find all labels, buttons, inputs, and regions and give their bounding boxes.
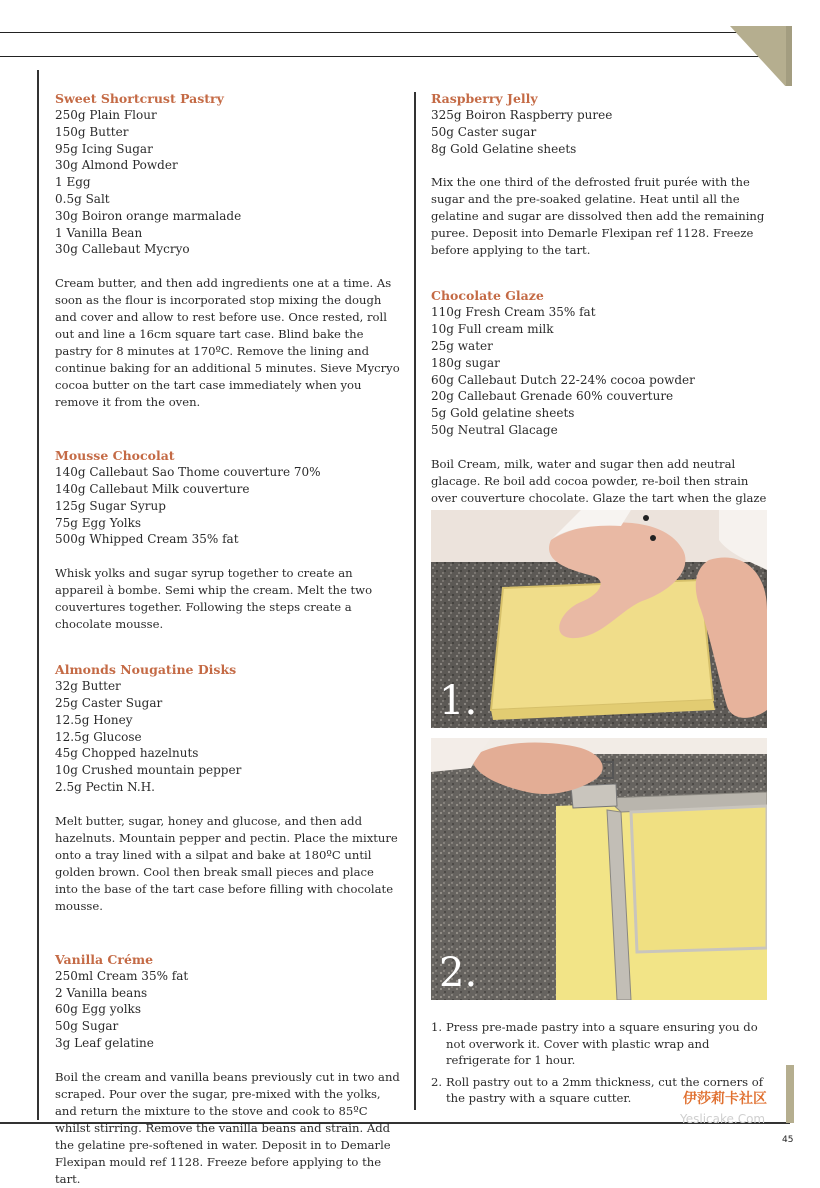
section-title: Raspberry Jelly (431, 91, 538, 106)
ingredient: 150g Butter (55, 124, 129, 139)
mousse-section (55, 447, 400, 633)
method-text: Boil Cream, milk, water and sugar then add neutral glacage. Re boil add cocoa powder, re-boil then strain over couverture chocolate. Glaze the tart when the glaze (431, 456, 767, 505)
step-text: Press pre-made pastry into a square ensuring you do not overwork it. Cover with plastic wrap and refrigerate for 1 hour. (446, 1020, 758, 1067)
creme-section (55, 951, 400, 1188)
square-cutter-illustration (431, 738, 767, 1000)
method-text: Cream butter, and then add ingredients one at a time. As soon as the flour is incorporated stop mixing the dough and cover and allow to rest before use. Once rested, roll out and line a 16cm square tart case. Blind bake the pastry for 8 minutes at 170ºC. Remove the lining and continue baking for an additional 5 minutes. Sieve Mycryo cocoa butter on the tart case immediately when you remove it from the oven. (55, 276, 400, 410)
list-item (431, 1019, 771, 1069)
top-rule (0, 32, 781, 57)
ingredient: 25g water (431, 338, 493, 353)
watermark-cn: 伊莎莉卡社区 (683, 1091, 767, 1107)
glaze-section (431, 287, 776, 523)
ingredient: 50g Caster sugar (431, 124, 537, 139)
ingredient: 250g Plain Flour (55, 108, 157, 122)
ingredient: 5g Gold gelatine sheets (431, 406, 575, 421)
ingredient: 0.5g Salt (55, 191, 110, 206)
ingredient: 32g Butter (55, 679, 121, 694)
ingredient: 75g Egg Yolks (55, 515, 142, 530)
method-text: Mix the one third of the defrosted fruit purée with the sugar and the pre-soaked gelatine. Heat until all the gelatine and sugar are dissolved then add the remaining puree. Deposit into Demarle Flexipan ref 1128. Freeze before applying to the tart. (431, 175, 765, 258)
ingredient: 110g Fresh Cream 35% fat (431, 305, 596, 320)
middle-column-rule (414, 92, 416, 1110)
ingredient: 125g Sugar Syrup (55, 498, 166, 513)
ingredient: 325g Boiron Raspberry puree (431, 108, 613, 122)
ingredient: 12.5g Honey (55, 712, 133, 727)
right-stripe (786, 26, 792, 86)
method-text: Whisk yolks and sugar syrup together to create an appareil à bombe. Semi whip the cream. Melt the two couvertures together. Following the steps create a chocolate mousse. (55, 566, 373, 632)
step-2-label: 2. (439, 950, 478, 996)
section-title: Chocolate Glaze (431, 288, 544, 304)
method-text: Melt butter, sugar, honey and glucose, and then add hazelnuts. Mountain pepper and pectin. Place the mixture onto a tray lined with a silpat and bake at 180ºC until golden brown. Cool then break small pieces and place into the base of the tart case before filling with chocolate mousse. (55, 813, 398, 913)
corner-decoration-bottom (786, 1065, 794, 1123)
step-2-photo (431, 738, 767, 1000)
ingredient: 10g Crushed mountain pepper (55, 763, 242, 778)
ingredient: 45g Chopped hazelnuts (55, 746, 199, 761)
ingredient: 10g Full cream milk (431, 322, 554, 337)
ingredient: 30g Boiron orange marmalade (55, 208, 242, 223)
right-column (431, 90, 776, 524)
ingredient: 8g Gold Gelatine sheets (431, 141, 577, 156)
section-title: Vanilla Créme (55, 951, 154, 967)
ingredient: 20g Callebaut Grenade 60% couverture (431, 389, 674, 404)
ingredient: 500g Whipped Cream 35% fat (55, 532, 239, 547)
ingredient: 30g Almond Powder (55, 158, 178, 173)
section-title: Sweet Shortcrust Pastry (55, 91, 224, 106)
ingredient: 1 Vanilla Bean (55, 225, 143, 240)
ingredient: 2 Vanilla beans (55, 985, 148, 1000)
section-title: Almonds Nougatine Disks (55, 662, 237, 678)
jelly-section (431, 90, 776, 259)
pastry-press-illustration (431, 510, 767, 728)
section-title: Mousse Chocolat (55, 448, 175, 464)
step-1-photo (431, 510, 767, 728)
step-number: 2. (431, 1074, 443, 1089)
ingredient: 60g Egg yolks (55, 1002, 141, 1017)
ingredient: 250ml Cream 35% fat (55, 968, 189, 983)
page-number: 45 (782, 1135, 794, 1145)
step-number: 1. (431, 1020, 443, 1034)
method-text: Boil the cream and vanilla beans previously cut in two and scraped. Pour over the sugar, pre-mixed with the yolks, and return the mixture to the stove and cook to 85ºC whilst stirring. Remove the vanilla beans and strain. Add the gelatine pre-softened in water. Deposit in to Demarle Flexipan mould ref 1128. Freeze before applying to the tart. (55, 1069, 400, 1186)
ingredient: 140g Callebaut Milk couverture (55, 481, 250, 496)
left-column-rule (37, 70, 39, 1120)
ingredient: 50g Sugar (55, 1019, 119, 1034)
nougatine-section (55, 661, 400, 915)
ingredient: 50g Neutral Glacage (431, 422, 558, 437)
step-text: Roll pastry out to a 2mm thickness, cut the corners of the pastry with a square cutter. (446, 1074, 764, 1105)
ingredient: 2.5g Pectin N.H. (55, 779, 155, 794)
ingredient: 140g Callebaut Sao Thome couverture 70% (55, 465, 321, 480)
ingredient: 95g Icing Sugar (55, 141, 153, 156)
ingredient: 30g Callebaut Mycryo (55, 242, 190, 257)
ingredient: 25g Caster Sugar (55, 695, 163, 710)
ingredient: 12.5g Glucose (55, 729, 142, 744)
ingredient: 60g Callebaut Dutch 22-24% cocoa powder (431, 372, 695, 387)
shortcrust-section (55, 90, 400, 411)
watermark-en: Yeslicake.Com (680, 1112, 766, 1126)
step-1-label: 1. (439, 678, 478, 724)
ingredient: 1 Egg (55, 175, 91, 190)
ingredient: 3g Leaf gelatine (55, 1035, 154, 1050)
ingredient: 180g sugar (431, 355, 500, 370)
left-column (55, 90, 400, 1188)
